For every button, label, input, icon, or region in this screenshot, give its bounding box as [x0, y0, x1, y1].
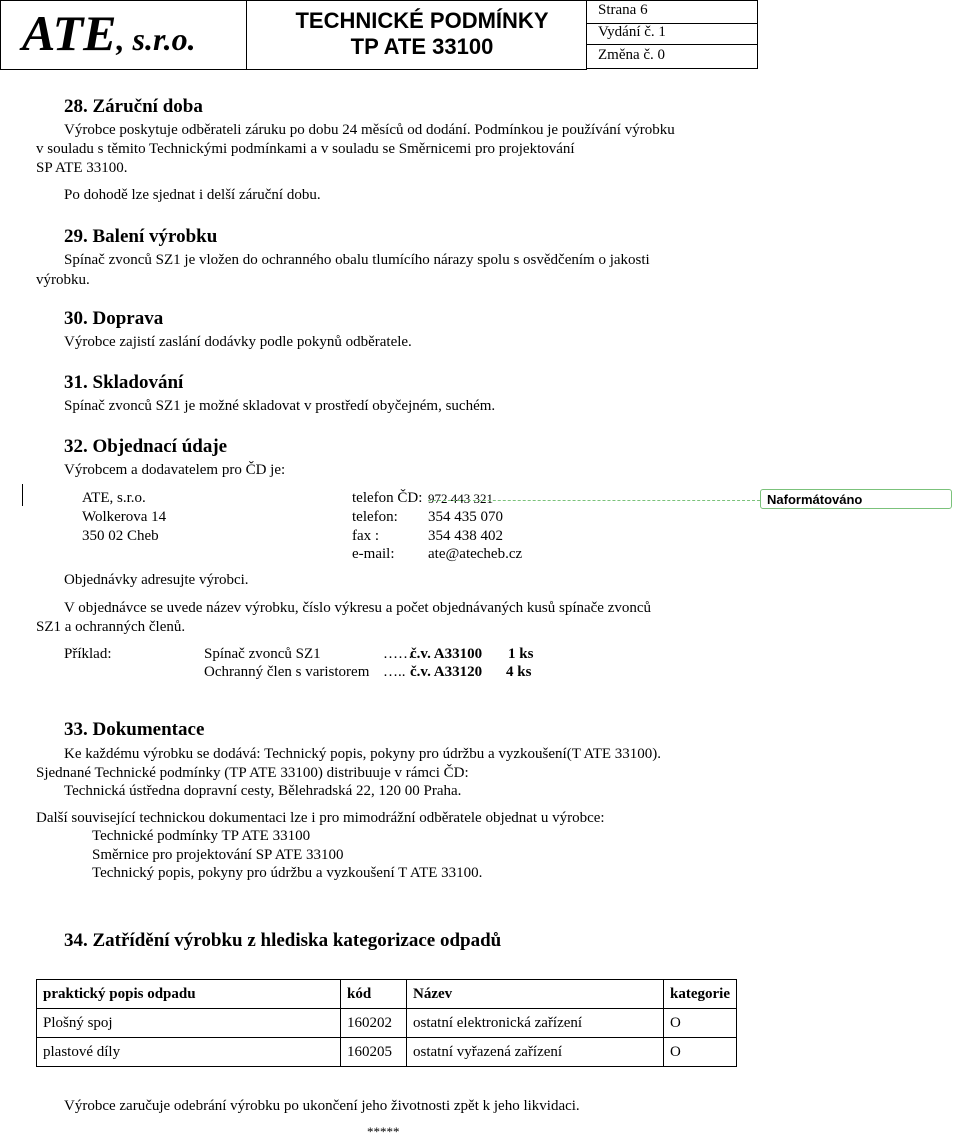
s28-extension-note: Po dohodě lze sjednat i delší záruční dobu. — [64, 187, 321, 203]
disposal-note: Výrobce zaručuje odebrání výrobku po ukončení jeho životnosti zpět k jeho likvidaci. — [64, 1098, 580, 1114]
s28-paragraph-line3: SP ATE 33100. — [36, 160, 128, 176]
contact-phone-cd-value: 972 443 321 — [428, 491, 493, 506]
example-1-dots: …… — [383, 646, 413, 662]
table-row — [37, 1038, 737, 1067]
cell-name: ostatní vyřazená zařízení — [407, 1038, 664, 1067]
orders-note: Objednávky adresujte výrobci. — [64, 572, 249, 588]
document-number: TP ATE 33100 — [350, 34, 494, 59]
cell-code: 160205 — [341, 1038, 407, 1067]
header-code: kód — [341, 980, 407, 1009]
contact-phone-value: 354 435 070 — [428, 509, 503, 525]
s33-line2: Sjednané Technické podmínky (TP ATE 33100) distribuuje v rámci ČD: — [36, 765, 469, 781]
section-32-heading: 32. Objednací údaje — [64, 436, 228, 457]
contact-phone-label: telefon: — [352, 509, 398, 525]
s33-doc-1: Technické podmínky TP ATE 33100 — [92, 828, 311, 844]
document-title — [258, 8, 586, 60]
s33-line1: Ke každému výrobku se dodává: Technický popis, pokyny pro údržbu a vyzkoušení(T ATE 33100). — [64, 746, 662, 762]
text-cursor — [22, 484, 23, 506]
s33-line4: Další související technickou dokumentaci lze i pro mimodrážní odběratele objednat u výrobce: — [36, 810, 605, 826]
example-2-name: Ochranný člen s varistorem — [204, 664, 370, 680]
s33-doc-2: Směrnice pro projektování SP ATE 33100 — [92, 847, 344, 863]
section-28-heading: 28. Záruční doba — [64, 96, 203, 117]
section-33-heading: 33. Dokumentace — [64, 719, 205, 740]
order-paragraph-line1: V objednávce se uvede název výrobku, číslo výkresu a počet objednávaných kusů spínače zvonců — [64, 600, 652, 616]
table-header-row — [37, 980, 737, 1009]
order-paragraph-line2: SZ1 a ochranných členů. — [36, 619, 186, 635]
header-description: praktický popis odpadu — [37, 980, 341, 1009]
example-2-qty: 4 ks — [506, 664, 532, 680]
edition-number: Vydání č. 1 — [598, 24, 666, 40]
table-row — [37, 1009, 737, 1038]
cell-category: O — [664, 1009, 737, 1038]
section-31-heading: 31. Skladování — [64, 372, 184, 393]
section-34-heading: 34. Zatřídění výrobku z hlediska kategorizace odpadů — [64, 930, 502, 951]
s28-paragraph-line1: Výrobce poskytuje odběrateli záruku po dobu 24 měsíců od dodání. Podmínkou je používání výrobku — [64, 122, 675, 138]
example-1-qty: 1 ks — [508, 646, 534, 662]
section-30-heading: 30. Doprava — [64, 308, 164, 329]
section-29-heading: 29. Balení výrobku — [64, 226, 218, 247]
example-label: Příklad: — [64, 646, 112, 662]
header-name: Název — [407, 980, 664, 1009]
waste-category-table — [36, 979, 737, 1067]
s29-line2: výrobku. — [36, 272, 90, 288]
page-number: Strana 6 — [598, 2, 648, 18]
s33-line3: Technická ústředna dopravní cesty, Bělehradská 22, 120 00 Praha. — [64, 783, 462, 799]
cell-description: Plošný spoj — [37, 1009, 341, 1038]
s32-intro: Výrobcem a dodavatelem pro ČD je: — [64, 462, 286, 478]
s29-line1: Spínač zvonců SZ1 je vložen do ochranného obalu tlumícího nárazy spolu s osvědčením o jakosti — [64, 252, 650, 268]
s33-doc-3: Technický popis, pokyny pro údržbu a vyzkoušení T ATE 33100. — [92, 865, 483, 881]
s31-line1: Spínač zvonců SZ1 je možné skladovat v prostředí obyčejném, suchém. — [64, 398, 496, 414]
address-company: ATE, s.r.o. — [82, 490, 146, 506]
address-street: Wolkerova 14 — [82, 509, 167, 525]
example-2-dots: ….. — [383, 664, 406, 680]
cell-code: 160202 — [341, 1009, 407, 1038]
contact-email-value[interactable]: ate@atecheb.cz — [428, 546, 523, 562]
contact-fax-value: 354 438 402 — [428, 528, 503, 544]
header-category: kategorie — [664, 980, 737, 1009]
document-title-line1: TECHNICKÉ PODMÍNKY — [295, 8, 549, 33]
company-logo: ATE, s.r.o. — [22, 5, 196, 61]
cell-category: O — [664, 1038, 737, 1067]
example-2-code: č.v. A33120 — [410, 664, 483, 680]
address-city: 350 02 Cheb — [82, 528, 159, 544]
contact-email-label: e-mail: — [352, 546, 395, 562]
s28-paragraph-line2: v souladu s těmito Technickými podmínkami a v souladu se Směrnicemi pro projektování — [36, 141, 575, 157]
end-marker: ***** — [367, 1124, 400, 1139]
contact-fax-label: fax : — [352, 528, 380, 544]
cell-description: plastové díly — [37, 1038, 341, 1067]
comment-connector — [428, 500, 760, 501]
page-header — [0, 0, 960, 70]
example-1-name: Spínač zvonců SZ1 — [204, 646, 321, 662]
change-number: Změna č. 0 — [598, 47, 666, 63]
format-comment-balloon[interactable]: Naformátováno — [760, 489, 952, 509]
contact-phone-cd-label: telefon ČD: — [352, 490, 423, 506]
s30-line1: Výrobce zajistí zaslání dodávky podle pokynů odběratele. — [64, 334, 412, 350]
example-1-code: č.v. A33100 — [410, 646, 483, 662]
cell-name: ostatní elektronická zařízení — [407, 1009, 664, 1038]
